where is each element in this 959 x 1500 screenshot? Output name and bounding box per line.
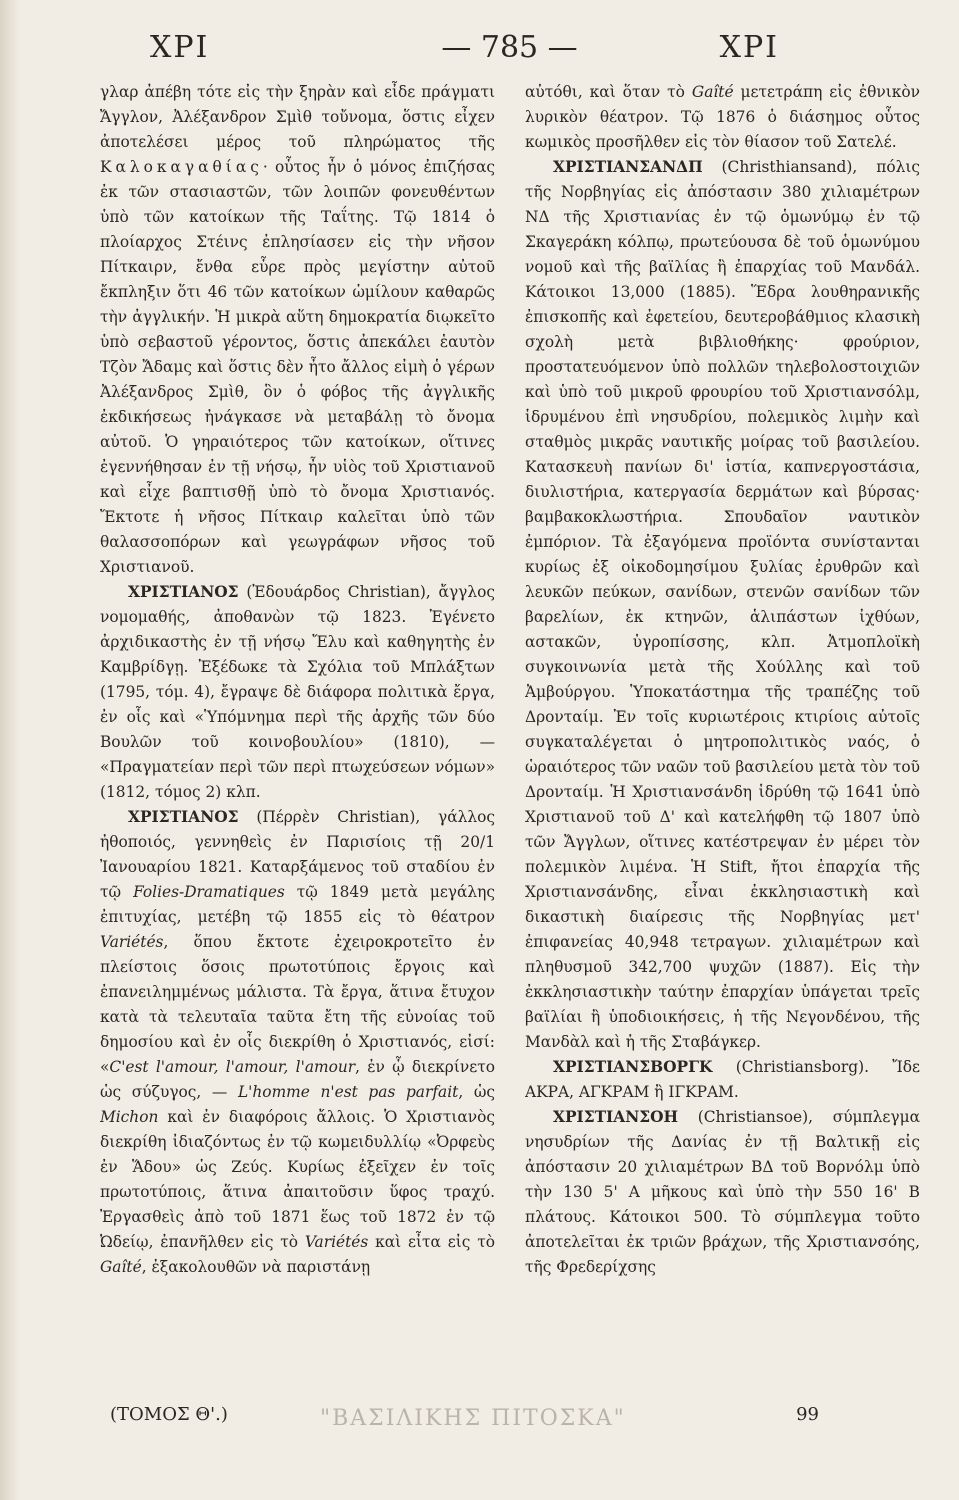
signature-mark: 99 <box>796 1404 819 1425</box>
entry-headword: ΧΡΙΣΤΙΑΝΟΣ <box>128 583 239 601</box>
library-watermark: "ΒΑΣΙΛΙΚΗΣ ΠΙΤΟΣΚΑ" <box>320 1406 626 1431</box>
entry-headword: ΧΡΙΣΤΙΑΝΟΣ <box>128 808 239 826</box>
header-left-keyword: ΧΡΙ <box>150 30 210 65</box>
entry-headword: ΧΡΙΣΤΙΑΝΣΒΟΡΓΚ <box>553 1058 713 1076</box>
page-number: — 785 — <box>441 30 578 65</box>
entry-christiansoe: ΧΡΙΣΤΙΑΝΣΟΗ (Christiansoe), σύμπλεγμα νησυδρίων τῆς Δανίας ἐν τῇ Βαλτικῇ εἰς ἀπόστασιν 20 χιλιαμέτρων ΒΔ τοῦ Βορνόλμ ὑπὸ τὴν 130 5' Α μῆκους καὶ ὑπὸ τὴν 550 16' Β πλάτους. Κάτοικοι 500. Τὸ σύμπλεγμα τοῦτο ἀποτελεῖται ἐκ τριῶν βράχων, τῆς Χριστιανσόης, τῆς Φρεδερίχσης <box>525 1108 920 1276</box>
entry-christiansborg: ΧΡΙΣΤΙΑΝΣΒΟΡΓΚ (Christiansborg). Ἴδε ΑΚΡΑ, ΑΓΚΡΑΜ ἢ ΙΓΚΡΑΜ. <box>525 1058 920 1101</box>
entry-christianos-perren: ΧΡΙΣΤΙΑΝΟΣ (Πέρρὲν Christian), γάλλος ἠθοποιός, γεννηθεὶς ἐν Παρισίοις τῇ 20/1 Ἰανουαρίου 1821. Καταρξάμενος τοῦ σταδίου ἐν τῷ Folies-Dramatiques τῷ 1849 μετὰ μεγάλης ἐπιτυχίας, μετέβη τῷ 1855 εἰς τὸ θέατρον Variétés, ὅπου ἔκτοτε ἐχειροκροτεῖτο ἐν πλείστοις ὅσοις πρωτοτύποις ἔργοις καὶ ἐπανειλημμένως μάλιστα. Τὰ ἔργα, ἅτινα ἔτυχον κατὰ τὰ τελευταῖα ταῦτα ἔτη τῆς εὐνοίας τοῦ δημοσίου καὶ ἐν οἷς διεκρίθη ὁ Χριστιανός, εἰσί: «C'est l'amour, l'amour, l'amour, ἐν ᾧ διεκρίνετο ὡς σύζυγος, — L'homme n'est pas parfait, ὡς Michon καὶ ἐν διαφόροις ἄλλοις. Ὁ Χριστιανὸς διεκρίθη ἰδιαζόντως ἐν τῷ κωμειδυλλίῳ «Ὀρφεὺς ἐν Ἅδου» ὡς Ζεύς. Κυρίως ἐξεῖχεν ἐν τοῖς πρωτοτύποις, ἅτινα ἀπαιτοῦσιν ὕφος τραχύ. Ἐργασθεὶς ἀπὸ τοῦ 1871 ἕως τοῦ 1872 ἐν τῷ Ὠδείῳ, ἐπανῆλθεν εἰς τὸ Variétés καὶ εἶτα εἰς τὸ Gaîté, ἐξακολουθῶν νὰ παριστάνῃ <box>100 808 495 1276</box>
page-footer <box>110 1404 919 1444</box>
left-column <box>100 80 495 1410</box>
entry-headword: ΧΡΙΣΤΙΑΝΣΑΝΔΠ <box>553 158 703 176</box>
continued-paragraph: γλαρ ἀπέβη τότε εἰς τὴν ξηρὰν καὶ εἶδε πράγματι Ἄγγλον, Ἀλέξανδρον Σμὶθ τοὔνομα, ὅστις εἶχεν ἀποτελέσει μέρος τοῦ πληρώματος τῆς Καλοκαγαθίας· οὗτος ἦν ὁ μόνος ἐπιζήσας ἐκ τῶν στασιαστῶν, τῶν λοιπῶν φονευθέντων ὑπὸ τῶν κατοίκων τῆς Ταΐτης. Τῷ 1814 ὁ πλοίαρχος Στέινς ἐπλησίασεν εἰς τὴν νῆσον Πίτκαιρν, ἔνθα εὗρε πρὸς μεγίστην αὐτοῦ ἔκπληξιν ὅτι 46 τῶν κατοίκων ὡμίλουν καθαρῶς τὴν ἀγγλικήν. Ἡ μικρὰ αὕτη δημοκρατία διῳκεῖτο ὑπὸ σεβαστοῦ γέροντος, ὅστις ἀπεκάλει ἑαυτὸν Τζὸν Ἄδαμς καὶ ὅστις δὲν ἦτο ἄλλος εἰμὴ ὁ γέρων Ἀλέξανδρος Σμὶθ, ὃν ὁ φόβος τῆς ἀγγλικῆς ἐκδικήσεως ἠνάγκασε νὰ μεταβάλῃ τὸ ὄνομα αὐτοῦ. Ὁ γηραιότερος τῶν κατοίκων, οἵτινες ἐγεννήθησαν ἐν τῇ νήσῳ, ἦν υἱὸς τοῦ Χριστιανοῦ καὶ εἶχε βαπτισθῇ ὑπὸ τὸ ὄνομα Χριστιανός. Ἔκτοτε ἡ νῆσος Πίτκαιρ καλεῖται ὑπὸ τῶν θαλασσοπόρων καὶ γεωγράφων νῆσος τοῦ Χριστιανοῦ. <box>100 83 495 576</box>
text-columns <box>100 80 920 1410</box>
volume-label: (ΤΟΜΟΣ Θ'.) <box>110 1404 228 1425</box>
continued-paragraph: αὐτόθι, καὶ ὅταν τὸ Gaîté μετετράπη εἰς ἐθνικὸν λυρικὸν θέατρον. Τῷ 1876 ὁ διάσημος οὗτος κωμικὸς προσῆλθεν εἰς τὸν θίασον τοῦ Σατελέ. <box>525 83 920 151</box>
right-column <box>525 80 920 1410</box>
page-spine-shadow <box>0 0 20 1500</box>
spaced-word: Καλοκαγαθίας <box>100 158 263 176</box>
entry-headword: ΧΡΙΣΤΙΑΝΣΟΗ <box>553 1108 679 1126</box>
header-right-keyword: ΧΡΙ <box>719 30 779 65</box>
page-header <box>100 30 919 80</box>
entry-christiansand: ΧΡΙΣΤΙΑΝΣΑΝΔΠ (Christhiansand), πόλις τῆς Νορβηγίας εἰς ἀπόστασιν 380 χιλιαμέτρων ΝΔ τῆς Χριστιανίας ἐν τῷ ὁμωνύμῳ ἐν τῷ Σκαγεράκη κόλπῳ, πρωτεύουσα δὲ τοῦ ὁμωνύμου νομοῦ καὶ τῆς βαϊλίας ἢ ἐπαρχίας τοῦ Μανδάλ. Κάτοικοι 13,000 (1885). Ἕδρα λουθηρανικῆς ἐπισκοπῆς καὶ ἐφετείου, δευτεροβάθμιος κλασικὴ σχολὴ μετὰ βιβλιοθήκης· φρούριον, προστατευόμενον ὑπὸ πολλῶν τηλεβολοστοιχιῶν καὶ ὑπὸ τοῦ μικροῦ φρουρίου τοῦ Χριστιανσόλμ, ἱδρυμένου ἐπὶ νησυδρίου, πολεμικὸς λιμὴν καὶ σταθμὸς μικρᾶς ναυτικῆς μοίρας τοῦ βασιλείου. Κατασκευὴ πανίων δι' ἱστία, καπνεργοστάσια, διυλιστήρια, κατεργασία δερμάτων καὶ βύρσας· βαμβακοκλωστήρια. Σπουδαῖον ναυτικὸν ἐμπόριον. Τὰ ἐξαγόμενα προϊόντα συνίστανται κυρίως ἐξ οἰκοδομησίμου ξυλίας ἐρυθρῶν καὶ λευκῶν πεύκων, σανίδων, στενῶν σανίδων τῶν βαρελίων, ἐκ κτηνῶν, ἁλιπάστων ἰχθύων, αστακῶν, ὑγροπίσσης, κλπ. Ἀτμοπλοϊκὴ συγκοινωνία μετὰ τῆς Χούλλης καὶ τοῦ Ἀμβούργου. Ὑποκατάστημα τῆς τραπέζης τοῦ Δρονταίμ. Ἐν τοῖς κυριωτέροις κτιρίοις αὐτοῖς συγκαταλέγεται ὁ μητροπολιτικὸς ναός, ὁ ὡραιότερος τῶν ναῶν τοῦ βασιλείου μετὰ τὸν τοῦ Δρονταίμ. Ἡ Χριστιανσάνδη ἱδρύθη τῷ 1641 ὑπὸ Χριστιανοῦ τοῦ Δ' καὶ κατελήφθη τῷ 1807 ὑπὸ τῶν Ἄγγλων, οἵτινες κατέστρεψαν ἐν μέρει τὸν πολεμικὸν λιμένα. Ἡ Stift, ἤτοι ἐπαρχία τῆς Χριστιανσάνδης, εἶναι ἐκκλησιαστικὴ καὶ δικαστικὴ διαίρεσις τῆς Νορβηγίας μετ' ἐπιφανείας 40,948 τετραγων. χιλιαμέτρων καὶ πληθυσμοῦ 342,700 ψυχῶν (1887). Εἰς τὴν ἐκκλησιαστικὴν ταύτην ἐπαρχίαν ὑπάγεται τρεῖς βαϊλίαι ἢ ὑποδιοικήσεις, ἡ τῆς Νεγονδένου, τῆς Μανδὰλ καὶ ἡ τῆς Σταβάγκερ. <box>525 158 920 1051</box>
entry-christianos-edouardos: ΧΡΙΣΤΙΑΝΟΣ (Ἐδουάρδος Christian), ἄγγλος νομομαθής, ἀποθανὼν τῷ 1823. Ἐγένετο ἀρχιδικαστὴς ἐν τῇ νήσῳ Ἔλυ καὶ καθηγητὴς ἐν Καμβρίδγῃ. Ἐξέδωκε τὰ Σχόλια τοῦ Μπλάξτων (1795, τόμ. 4), ἔγραψε δὲ διάφορα πολιτικὰ ἔργα, ἐν οἷς καὶ «Ὑπόμνημα περὶ τῆς ἀρχῆς τῶν δύο Βουλῶν τοῦ κοινοβουλίου» (1810), — «Πραγματείαν περὶ τῶν περὶ πτωχεύσεων νόμων» (1812, τόμος 2) κλπ. <box>100 583 495 801</box>
